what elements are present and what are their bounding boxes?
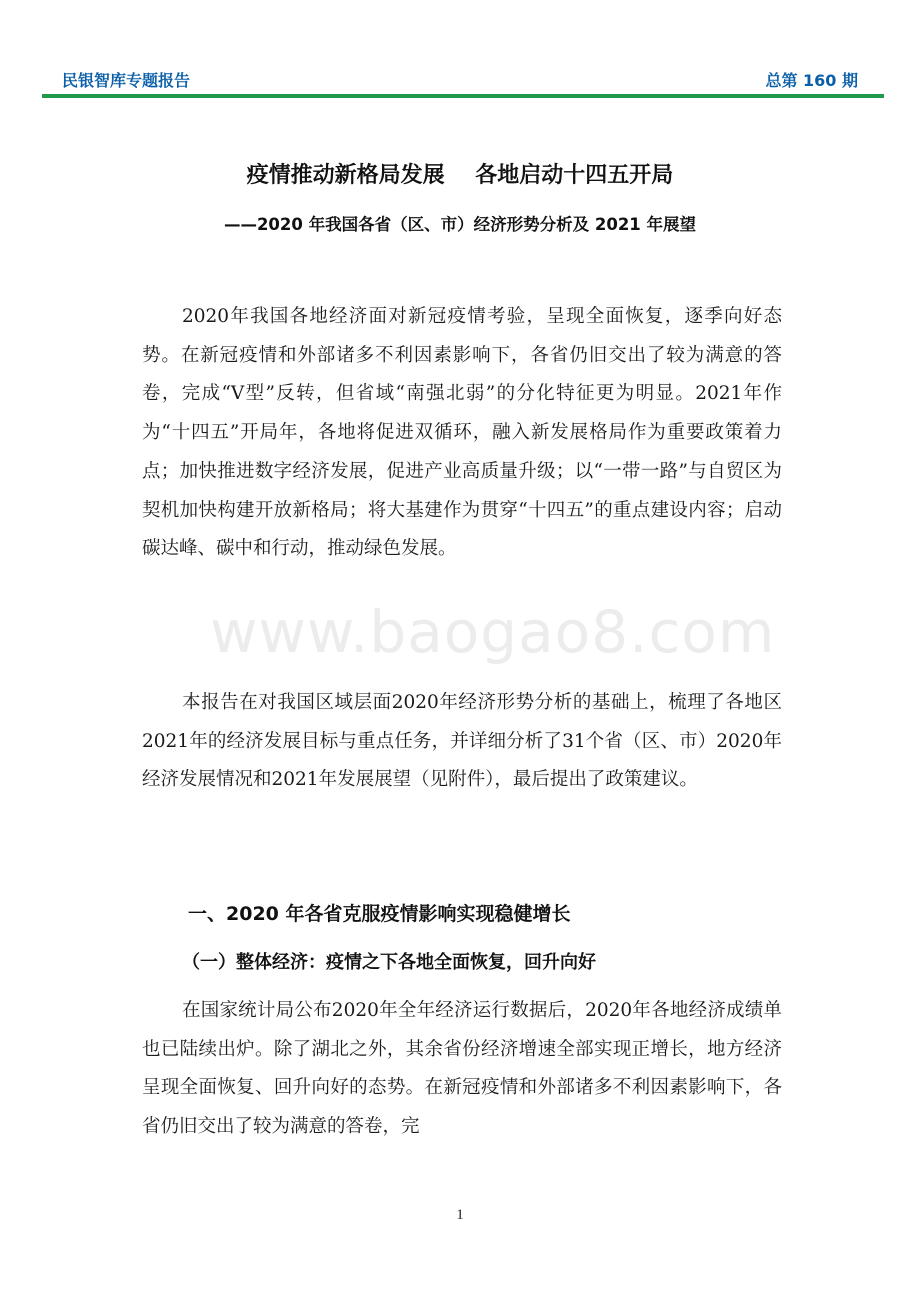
page-number: 1 (456, 1207, 464, 1223)
abstract-paragraph-2: 本报告在对我国区域层面2020年经济形势分析的基础上，梳理了各地区2021年的经济发展目标与重点任务，并详细分析了31个省（区、市）2020年经济发展情况和2021年发展展望（见附件），最后提出了政策建议。 (142, 692, 782, 791)
subsection-heading: （一）整体经济：疫情之下各地全面恢复，回升向好 (182, 952, 596, 973)
report-series-name: 民银智库专题报告 (62, 71, 191, 90)
watermark: www.baogao8.com (210, 598, 776, 666)
section-heading: 一、2020 年各省克服疫情影响实现稳健增长 (188, 903, 571, 925)
abstract-paragraph-1: 2020年我国各地经济面对新冠疫情考验，呈现全面恢复，逐季向好态势。在新冠疫情和外部诸多不利因素影响下，各省仍旧交出了较为满意的答卷，完成“V型”反转，但省域“南强北弱”的分化特征更为明显。2021年作为“十四五”开局年，各地将促进双循环，融入新发展格局作为重要政策着力点；加快推进数字经济发展，促进产业高质量升级；以“一带一路”与自贸区为契机加快构建开放新格局；将大基建作为贯穿“十四五”的重点建设内容；启动碳达峰、碳中和行动，推动绿色发展。 (142, 306, 782, 560)
document-title: 疫情推动新格局发展 各地启动十四五开局 (246, 163, 674, 188)
document-subtitle: ——2020 年我国各省（区、市）经济形势分析及 2021 年展望 (223, 215, 697, 234)
page-header (62, 68, 858, 92)
body-paragraph: 在国家统计局公布2020年全年经济运行数据后，2020年各地经济成绩单也已陆续出炉。除了湖北之外，其余省份经济增速全部实现正增长，地方经济呈现全面恢复、回升向好的态势。在新冠疫情和外部诸多不利因素影响下，各省仍旧交出了较为满意的答卷，完 (142, 1000, 782, 1138)
issue-number: 总第 160 期 (765, 71, 858, 90)
header-divider (42, 94, 884, 98)
